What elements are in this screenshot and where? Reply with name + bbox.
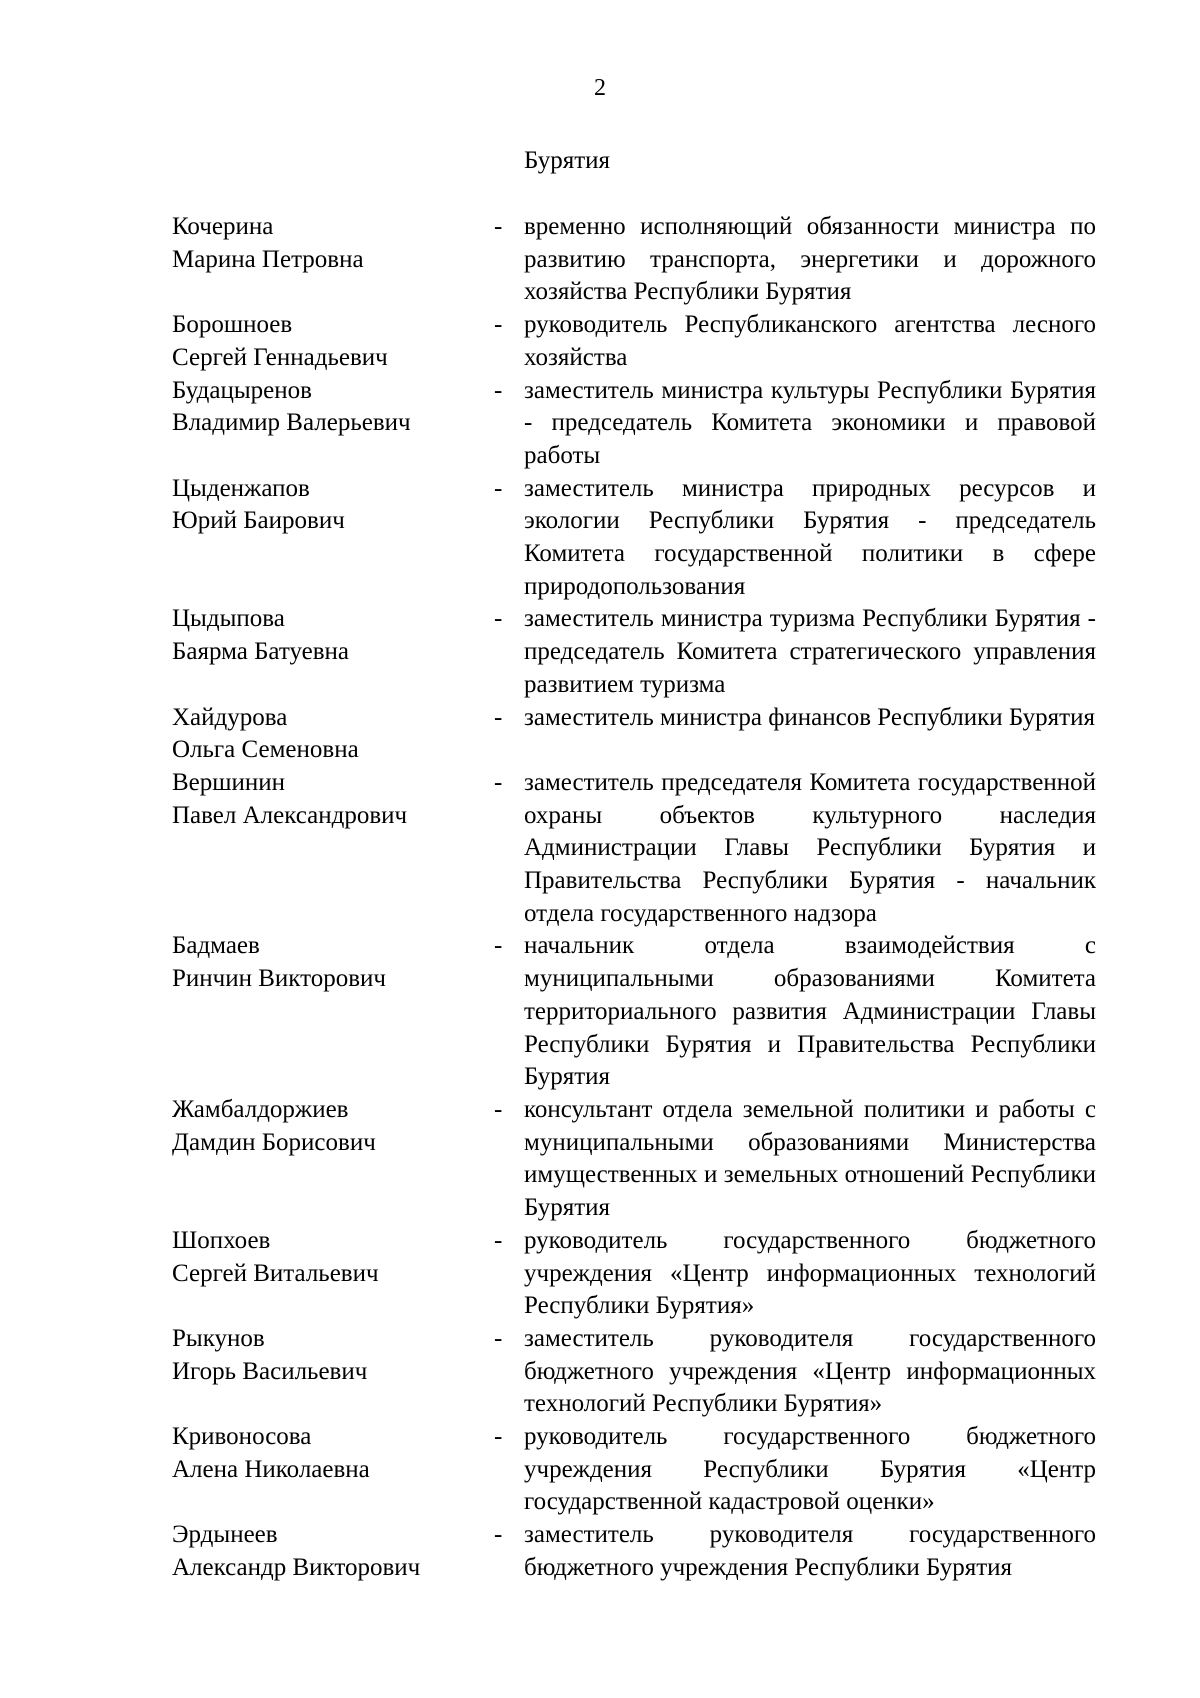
member-entry xyxy=(0,1519,1200,1584)
member-entry xyxy=(0,211,1200,309)
member-given-names: Ольга Семеновна xyxy=(172,736,359,764)
member-name xyxy=(172,211,494,309)
member-dash: - xyxy=(494,703,503,731)
member-name xyxy=(172,309,494,374)
member-surname: Бадмаев xyxy=(172,932,260,960)
member-entry xyxy=(0,930,1200,1094)
member-position: руководитель Республиканского агентства лесного хозяйства xyxy=(524,311,1096,371)
member-surname: Жамбалдоржиев xyxy=(172,1095,349,1123)
member-surname: Кочерина xyxy=(172,213,274,240)
member-given-names: Юрий Баирович xyxy=(172,507,345,535)
member-surname: Вершинин xyxy=(172,768,286,796)
member-list xyxy=(0,211,1200,1585)
member-position: заместитель министра природных ресурсов и экологии Республики Бурятия - председатель Комитета государственной политики в сфере природопользования xyxy=(524,474,1096,600)
member-dash: - xyxy=(494,1226,503,1254)
member-surname: Цыдыпова xyxy=(172,605,285,633)
member-position: заместитель руководителя государственного бюджетного учреждения «Центр информационных технологий Республики Бурятия» xyxy=(524,1324,1096,1418)
section-heading: Бурятия xyxy=(524,147,611,174)
member-surname: Рыкунов xyxy=(172,1324,265,1352)
member-name xyxy=(172,1519,494,1584)
member-surname: Будацыренов xyxy=(172,376,312,404)
member-entry xyxy=(0,1094,1200,1225)
page-number: 2 xyxy=(594,75,606,101)
member-surname: Цыденжапов xyxy=(172,474,310,502)
member-name xyxy=(172,702,494,767)
member-name xyxy=(172,603,494,701)
member-surname: Шопхоев xyxy=(172,1226,271,1254)
member-surname: Кривоносова xyxy=(172,1423,312,1451)
member-entry xyxy=(0,702,1200,767)
member-entry xyxy=(0,375,1200,473)
member-dash: - xyxy=(494,932,503,960)
member-given-names: Марина Петровна xyxy=(172,245,364,273)
member-position: заместитель министра культуры Республики Бурятия - председатель Комитета экономики и правовой работы xyxy=(524,376,1096,469)
member-given-names: Дамдин Борисович xyxy=(172,1128,376,1156)
member-name xyxy=(172,375,494,473)
member-dash: - xyxy=(494,1095,503,1123)
member-position: начальник отдела взаимодействия с муниципальными образованиями Комитета территориального развития Администрации Главы Республики Бурятия и Правительства Республики Бурятия xyxy=(524,932,1096,1091)
member-name xyxy=(172,930,494,1094)
member-dash: - xyxy=(494,213,503,240)
member-given-names: Ринчин Викторович xyxy=(172,965,386,993)
member-given-names: Владимир Валерьевич xyxy=(172,409,411,437)
member-name xyxy=(172,473,494,604)
member-name xyxy=(172,1225,494,1323)
member-given-names: Павел Александрович xyxy=(172,801,408,829)
member-entry xyxy=(0,603,1200,701)
member-entry xyxy=(0,309,1200,374)
member-position: заместитель министра туризма Республики Бурятия - председатель Комитета стратегического управления развитием туризма xyxy=(524,605,1096,698)
member-given-names: Баярма Батуевна xyxy=(172,638,350,666)
member-dash: - xyxy=(494,768,503,796)
member-position: руководитель государственного бюджетного учреждения Республики Бурятия «Центр государственной кадастровой оценки» xyxy=(524,1423,1096,1516)
member-dash: - xyxy=(494,1521,503,1549)
member-dash: - xyxy=(494,605,503,633)
member-surname: Борошноев xyxy=(172,311,293,339)
member-name xyxy=(172,1323,494,1421)
member-name xyxy=(172,1094,494,1225)
member-dash: - xyxy=(494,376,503,404)
member-position: заместитель руководителя государственного бюджетного учреждения Республики Бурятия xyxy=(524,1521,1096,1581)
member-given-names: Сергей Витальевич xyxy=(172,1259,379,1287)
member-given-names: Александр Викторович xyxy=(172,1553,421,1581)
member-position: временно исполняющий обязанности министра по развитию транспорта, энергетики и дорожного хозяйства Республики Бурятия xyxy=(524,213,1096,306)
member-name xyxy=(172,767,494,931)
member-given-names: Алена Николаевна xyxy=(172,1455,370,1483)
member-position: руководитель государственного бюджетного учреждения «Центр информационных технологий Республики Бурятия» xyxy=(524,1226,1096,1320)
member-position: заместитель председателя Комитета государственной охраны объектов культурного наследия Администрации Главы Республики Бурятия и Правительства Республики Бурятия - начальник отдела государственного надзора xyxy=(524,768,1096,927)
member-position: консультант отдела земельной политики и работы с муниципальными образованиями Министерства имущественных и земельных отношений Республики Бурятия xyxy=(524,1095,1096,1222)
member-dash: - xyxy=(494,474,503,502)
member-entry xyxy=(0,1323,1200,1421)
member-dash: - xyxy=(494,1324,503,1352)
member-surname: Эрдынеев xyxy=(172,1521,278,1549)
member-surname: Хайдурова xyxy=(172,703,288,731)
member-position: заместитель министра финансов Республики Бурятия xyxy=(524,703,1095,731)
member-name xyxy=(172,1421,494,1519)
member-entry xyxy=(0,473,1200,604)
member-dash: - xyxy=(494,1423,503,1451)
member-given-names: Сергей Геннадьевич xyxy=(172,343,388,371)
member-entry xyxy=(0,1421,1200,1519)
member-entry xyxy=(0,767,1200,931)
member-dash: - xyxy=(494,311,503,339)
member-given-names: Игорь Васильевич xyxy=(172,1357,368,1385)
member-entry xyxy=(0,1225,1200,1323)
